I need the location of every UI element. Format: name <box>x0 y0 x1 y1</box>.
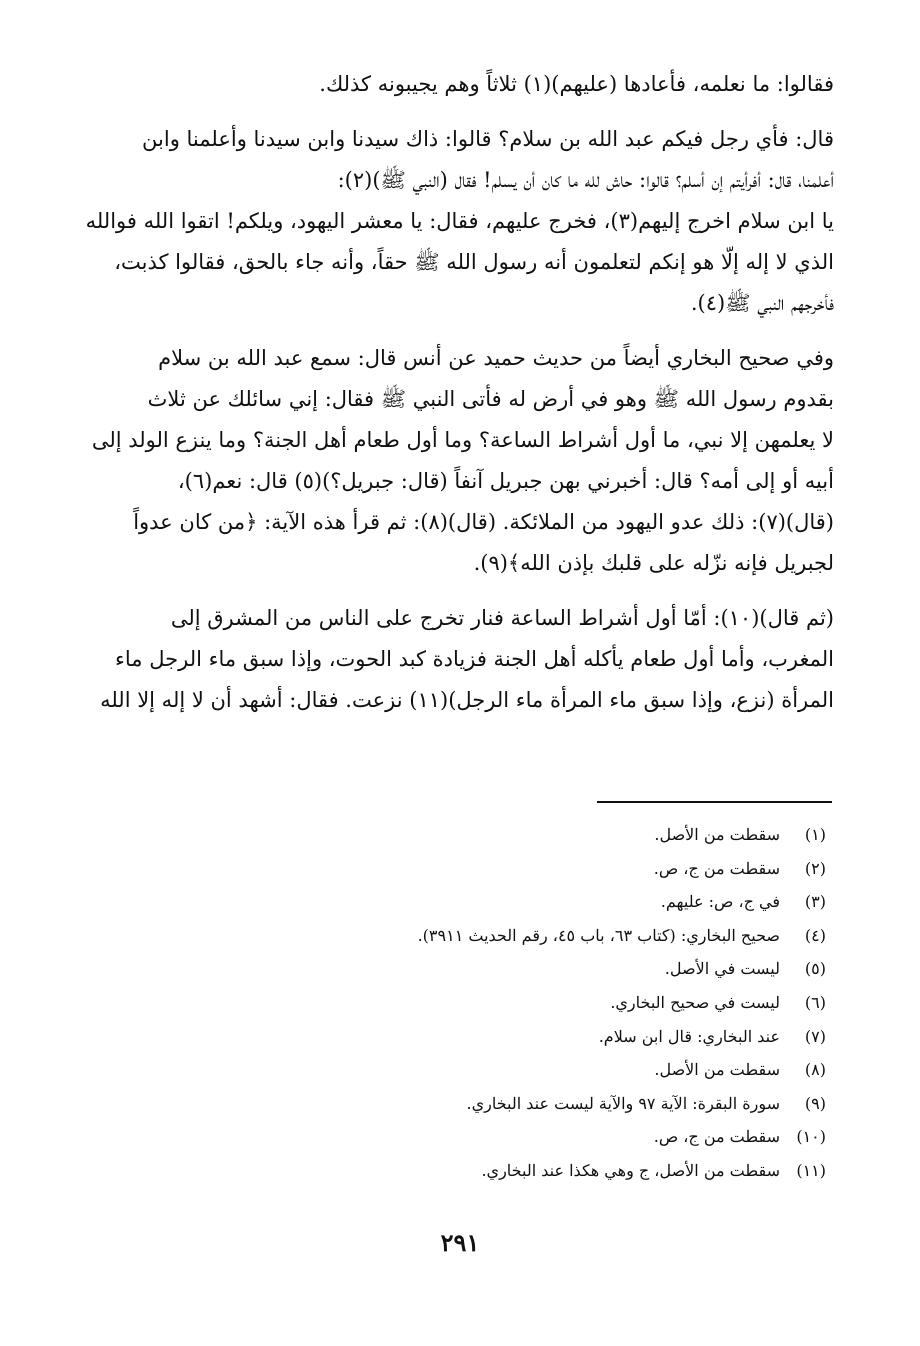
paragraph <box>86 598 834 721</box>
footnotes <box>300 818 826 1188</box>
paragraph <box>86 64 834 105</box>
footnote-number: (١٠) <box>796 1127 826 1147</box>
text-line: فقالوا: ما نعلمه، فأعادها (عليهم)(١) ثلاثاً وهم يجيبونه كذلك. <box>319 72 834 96</box>
footnote-text: سقطت من الأصل. <box>654 1060 780 1080</box>
footnote-number: (٨) <box>804 1060 826 1080</box>
text-line: المرأة (نزع، وإذا سبق ماء المرأة ماء الرجل)(١١) نزعت. فقال: أشهد أن لا إله إلا الله <box>100 688 834 712</box>
footnote-text: سقطت من الأصل، ج وهي هكذا عند البخاري. <box>481 1160 780 1180</box>
text-line: أعلمنا، قال: أفرأيتم إن أسلم؟ قالوا: حاش لله ما كان أن يسلم! فقال (النبي ﷺ)(٢): <box>337 168 834 192</box>
text-line: قال: فأي رجل فيكم عبد الله بن سلام؟ قالوا: ذاك سيدنا وابن سيدنا وأعلمنا وابن <box>142 127 834 151</box>
text-line: المغرب، وأما أول طعام يأكله أهل الجنة فزيادة كبد الحوت، وإذا سبق ماء الرجل ماء <box>115 647 834 671</box>
footnote <box>300 1087 826 1121</box>
page-number: ٢٩١ <box>440 1228 480 1257</box>
footnote-number: (٤) <box>804 925 826 945</box>
text-line: لجبريل فإنه نزّله على قلبك بإذن الله﴾(٩). <box>473 551 834 575</box>
text-line: يا ابن سلام اخرج إليهم(٣)، فخرج عليهم، فقال: يا معشر اليهود، ويلكم! اتقوا الله فوالله <box>86 209 834 233</box>
footnote <box>300 1053 826 1087</box>
footnote-number: (٩) <box>804 1093 826 1113</box>
footnote-text: سقطت من ج، ص. <box>653 1127 780 1147</box>
text-line: (قال)(٧): ذلك عدو اليهود من الملائكة. (قال)(٨): ثم قرأ هذه الآية: ﴿من كان عدواً <box>133 510 834 534</box>
text-line: أبيه أو إلى أمه؟ قال: أخبرني بهن جبريل آنفاً (قال: جبريل؟)(٥) قال: نعم(٦)، <box>177 469 834 493</box>
footnote-number: (١١) <box>796 1160 826 1180</box>
footnote <box>300 852 826 886</box>
footnote <box>300 919 826 953</box>
footnote-text: ليست في صحيح البخاري. <box>610 992 780 1012</box>
footnote <box>300 1020 826 1054</box>
footnote <box>300 885 826 919</box>
footnote-text: سقطت من ج، ص. <box>653 858 780 878</box>
footnote-text: سقطت من الأصل. <box>654 825 780 844</box>
text-line: لا يعلمهن إلا نبي، ما أول أشراط الساعة؟ وما أول طعام أهل الجنة؟ وما ينزع الولد إلى <box>91 428 834 452</box>
footnote-separator <box>597 801 832 803</box>
text-line: بقدوم رسول الله ﷺ وهو في أرض له فأتى النبي ﷺ فقال: إني سائلك عن ثلاث <box>147 387 834 411</box>
footnote-text: ليست في الأصل. <box>664 959 780 979</box>
footnote-number: (٦) <box>804 992 826 1012</box>
paragraph <box>86 338 834 584</box>
main-text <box>86 64 834 721</box>
paragraph <box>86 119 834 324</box>
footnote <box>300 818 826 852</box>
text-line: (ثم قال)(١٠): أمّا أول أشراط الساعة فنار تخرج على الناس من المشرق إلى <box>170 606 834 630</box>
footnote <box>300 1154 826 1188</box>
footnote <box>300 952 826 986</box>
footnote-text: في ج، ص: عليهم. <box>660 892 780 912</box>
footnote-number: (٣) <box>804 892 826 912</box>
text-line: فأخرجهم النبي ﷺ(٤). <box>690 291 834 315</box>
text-line: وفي صحيح البخاري أيضاً من حديث حميد عن أنس قال: سمع عبد الله بن سلام <box>158 346 834 370</box>
footnote-text: سورة البقرة: الآية ٩٧ والآية ليست عند البخاري. <box>466 1093 780 1113</box>
footnote-number: (٥) <box>804 959 826 979</box>
footnote-number: (٢) <box>804 858 826 878</box>
footnote-number: (٧) <box>804 1026 826 1046</box>
text-line: الذي لا إله إلّا هو إنكم لتعلمون أنه رسول الله ﷺ حقاً، وأنه جاء بالحق، فقالوا كذبت، <box>114 250 834 274</box>
footnote-number: (١) <box>804 825 826 844</box>
footnote-text: صحيح البخاري: (كتاب ٦٣، باب ٤٥، رقم الحديث ٣٩١١). <box>417 925 780 945</box>
footnote <box>300 1120 826 1154</box>
footnote-text: عند البخاري: قال ابن سلام. <box>598 1026 780 1046</box>
footnote <box>300 986 826 1020</box>
